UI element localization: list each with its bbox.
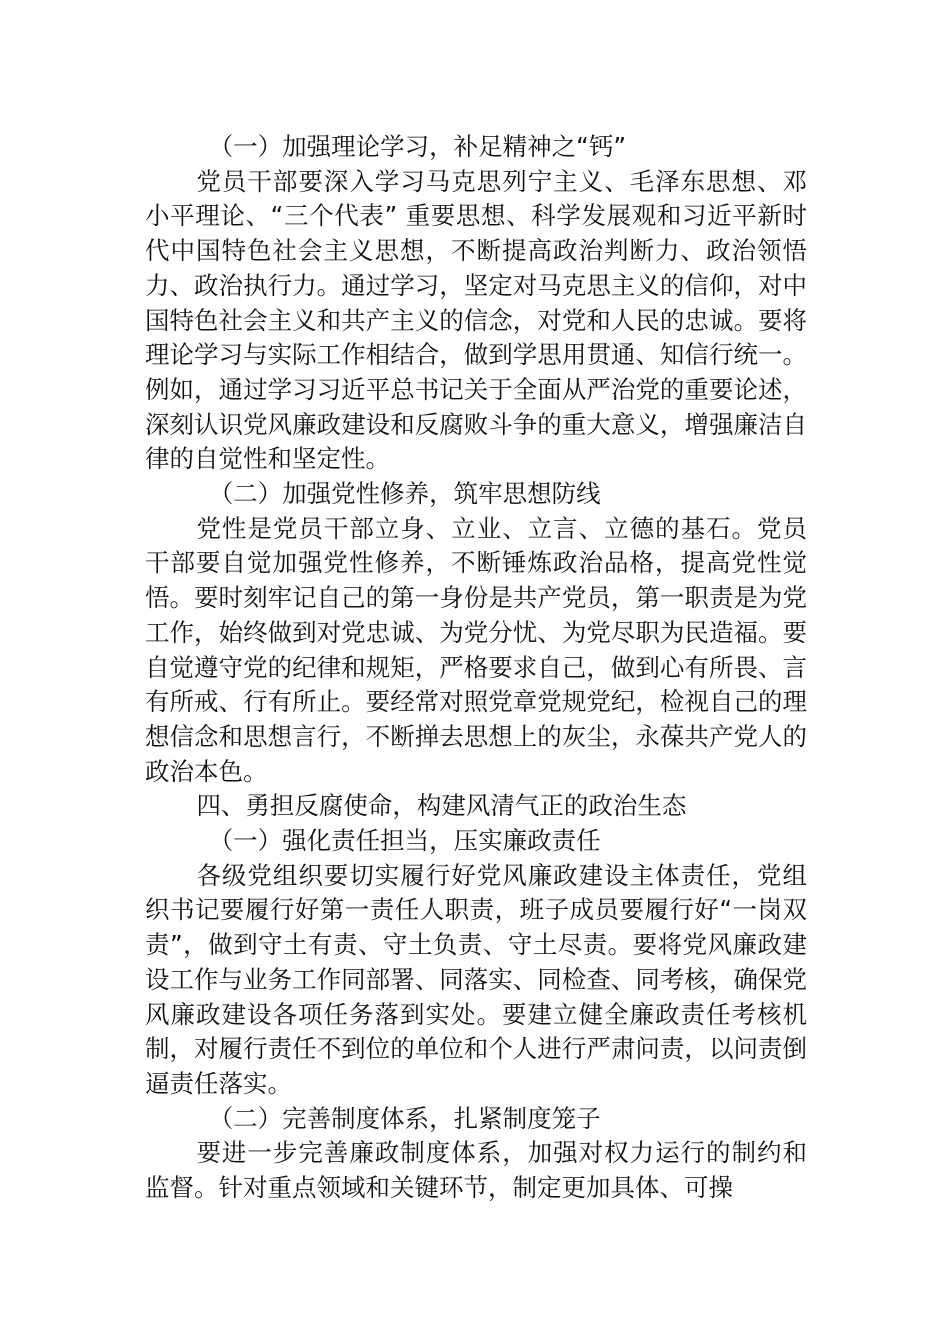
paragraph-institution: 要进一步完善廉政制度体系，加强对权力运行的制约和监督。针对重点领域和关键环节，制定更加具体、可操 <box>145 1138 807 1203</box>
paragraph-party-spirit: 党性是党员干部立身、立业、立言、立德的基石。党员干部要自觉加强党性修养，不断锤炼政治品格，提高党性觉悟。要时刻牢记自己的第一身份是共产党员，第一职责是为党工作，始终做到对党忠诚、为党分忧、为党尽职为民造福。要自觉遵守党的纪律和规矩，严格要求自己，做到心有所畏、言有所戒、行有所止。要经常对照党章党规党纪，检视自己的理想信念和思想言行，不断掸去思想上的灰尘，永葆共产党人的政治本色。 <box>145 513 807 786</box>
subheading-strengthen-theory: （一）加强理论学习，补足精神之“钙” <box>208 132 627 161</box>
document-page <box>145 130 807 1206</box>
paragraph-theory-study: 党员干部要深入学习马克思列宁主义、毛泽东思想、邓小平理论、“三个代表” 重要思想、科学发展观和习近平新时代中国特色社会主义思想，不断提高政治判断力、政治领悟力、政治执行力。通过学习，坚定对马克思主义的信仰，对中国特色社会主义和共产主义的信念，对党和人民的忠诚。要将理论学习与实际工作相结合，做到学思用贯通、知信行统一。例如，通过学习习近平总书记关于全面从严治党的重要论述，深刻认识党风廉政建设和反腐败斗争的重大意义，增强廉洁自律的自觉性和坚定性。 <box>145 166 807 474</box>
paragraph-responsibility: 各级党组织要切实履行好党风廉政建设主体责任，党组织书记要履行好第一责任人职责，班子成员要履行好“一岗双责”，做到守土有责、守土负责、守土尽责。要将党风廉政建设工作与业务工作同部署、同落实、同检查、同考核，确保党风廉政建设各项任务落到实处。要建立健全廉政责任考核机制，对履行责任不到位的单位和个人进行严肃问责，以问责倒逼责任落实。 <box>145 860 807 1098</box>
subheading-institution: （二）完善制度体系，扎紧制度笼子 <box>208 1103 601 1133</box>
subheading-responsibility: （一）强化责任担当，压实廉政责任 <box>208 826 601 856</box>
section-heading-anti-corruption: 四、勇担反腐使命，构建风清气正的政治生态 <box>196 791 687 821</box>
subheading-party-spirit: （二）加强党性修养，筑牢思想防线 <box>208 479 601 509</box>
